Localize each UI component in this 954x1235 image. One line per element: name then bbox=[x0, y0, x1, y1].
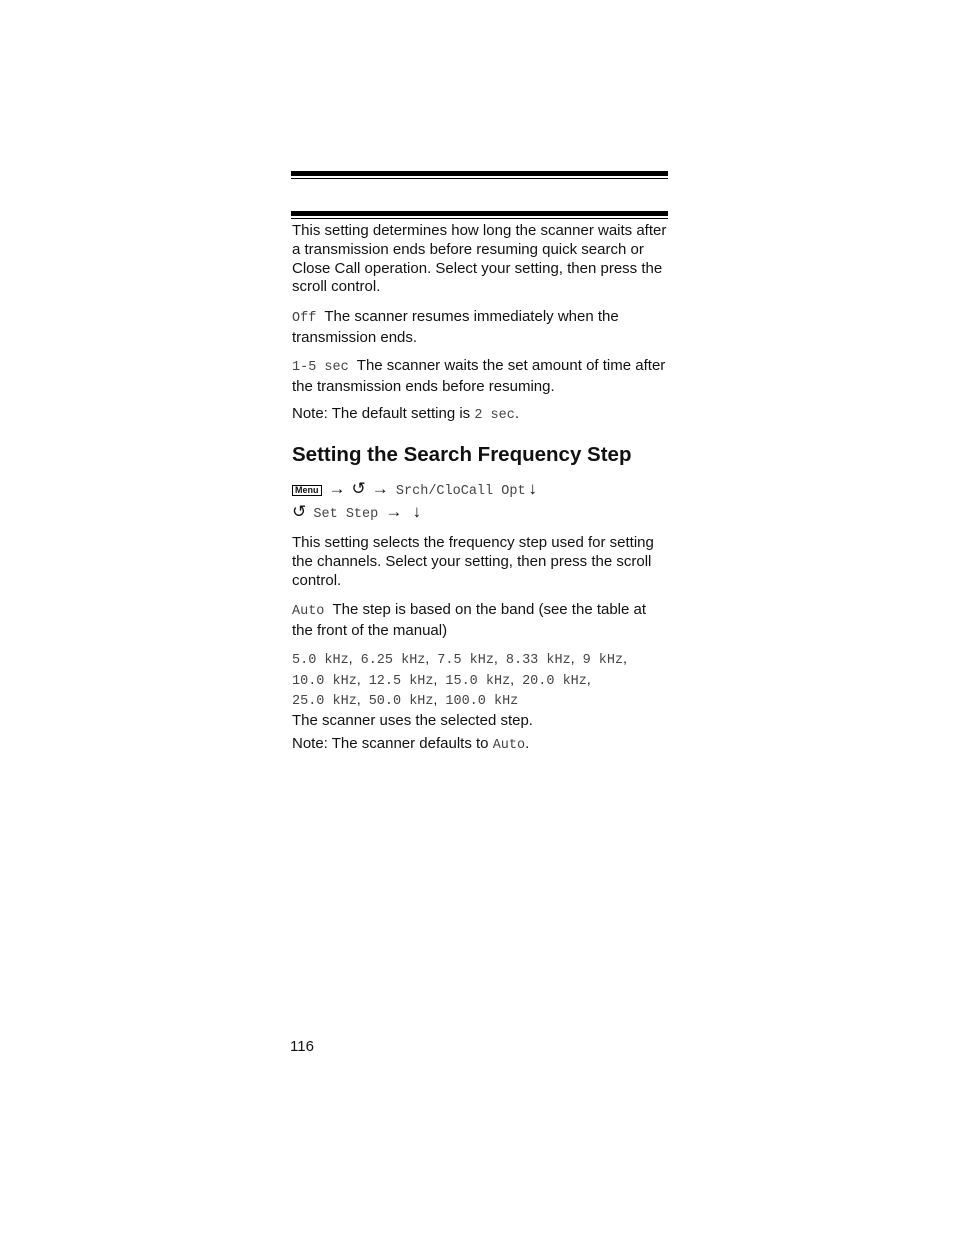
scroll-control-icon: ↺ bbox=[292, 502, 307, 521]
option-desc: The scanner waits the set amount of time after the transmission ends before resuming. bbox=[292, 357, 666, 395]
arrow-right-icon: → bbox=[371, 479, 389, 498]
freq-list: 5.0 kHz, 6.25 kHz, 7.5 kHz, 8.33 kHz, 9 kHz, 10.0 kHz, 12.5 kHz, 15.0 kHz, 20.0 kHz, 25.0 kHz, 50.0 kHz, 100.0 kHz bbox=[292, 651, 627, 710]
note-text: Note: The default setting is bbox=[292, 405, 471, 422]
freq-desc: The scanner uses the selected step. bbox=[292, 712, 533, 730]
option-value: 1-5 sec bbox=[292, 360, 349, 375]
freq-value: 5.0 kHz bbox=[292, 653, 349, 668]
section-heading: Setting the Search Frequency Step bbox=[292, 443, 632, 466]
step-option-auto bbox=[292, 601, 668, 641]
arrow-down-icon: ↓ bbox=[528, 479, 538, 498]
note-value: Auto bbox=[492, 738, 526, 753]
freq-value: 7.5 kHz bbox=[437, 653, 494, 668]
top-rule-thin bbox=[291, 178, 668, 180]
step-option-freqs bbox=[292, 650, 668, 731]
menu-item-srch-clocall: Srch/CloCall Opt bbox=[395, 484, 526, 499]
option-value: Auto bbox=[292, 604, 325, 619]
delay-option-range bbox=[292, 357, 668, 397]
freq-value: 20.0 kHz bbox=[522, 673, 587, 689]
freq-value: 6.25 kHz bbox=[360, 653, 426, 668]
freq-value: 100.0 kHz bbox=[445, 694, 519, 710]
section-rule-thin bbox=[291, 218, 668, 220]
delay-note bbox=[292, 405, 668, 426]
note-suffix: . bbox=[525, 735, 530, 752]
delay-intro: This setting determines how long the scanner waits after a transmission ends before resuming quick search or Close Call operation. Select your setting, then press the scroll control. bbox=[292, 222, 667, 296]
section-rule-thick bbox=[291, 211, 668, 216]
note-suffix: . bbox=[514, 405, 520, 422]
freq-value: 50.0 kHz bbox=[368, 694, 434, 710]
freq-value: 15.0 kHz bbox=[445, 673, 511, 689]
menu-path-line-2 bbox=[292, 500, 668, 526]
freq-value: 12.5 kHz bbox=[368, 673, 434, 689]
section-heading-wrap bbox=[292, 443, 668, 467]
step-intro: This setting selects the frequency step used for setting the channels. Select your setting, then press the scroll control. bbox=[292, 534, 654, 589]
freq-value: 8.33 kHz bbox=[505, 653, 571, 668]
freq-value: 25.0 kHz bbox=[292, 694, 357, 710]
arrow-down-icon: ↓ bbox=[412, 502, 422, 521]
option-desc: The step is based on the band (see the table at the front of the manual) bbox=[292, 601, 647, 639]
arrow-right-icon: → bbox=[385, 502, 403, 521]
top-rule-thick bbox=[291, 171, 668, 176]
menu-item-set-step: Set Step bbox=[313, 507, 379, 522]
step-note bbox=[292, 735, 668, 756]
delay-option-off bbox=[292, 308, 668, 348]
page-number: 116 bbox=[290, 1038, 314, 1055]
freq-value: 9 kHz bbox=[582, 653, 624, 668]
arrow-right-icon: → bbox=[328, 479, 346, 498]
note-text: Note: The scanner defaults to bbox=[292, 735, 489, 752]
note-value: 2 sec bbox=[474, 408, 515, 423]
menu-key-icon: Menu bbox=[292, 485, 322, 496]
scroll-control-icon: ↺ bbox=[351, 479, 366, 498]
freq-value: 10.0 kHz bbox=[292, 673, 357, 689]
option-value: Off bbox=[292, 311, 317, 326]
option-desc: The scanner resumes immediately when the transmission ends. bbox=[292, 308, 619, 346]
